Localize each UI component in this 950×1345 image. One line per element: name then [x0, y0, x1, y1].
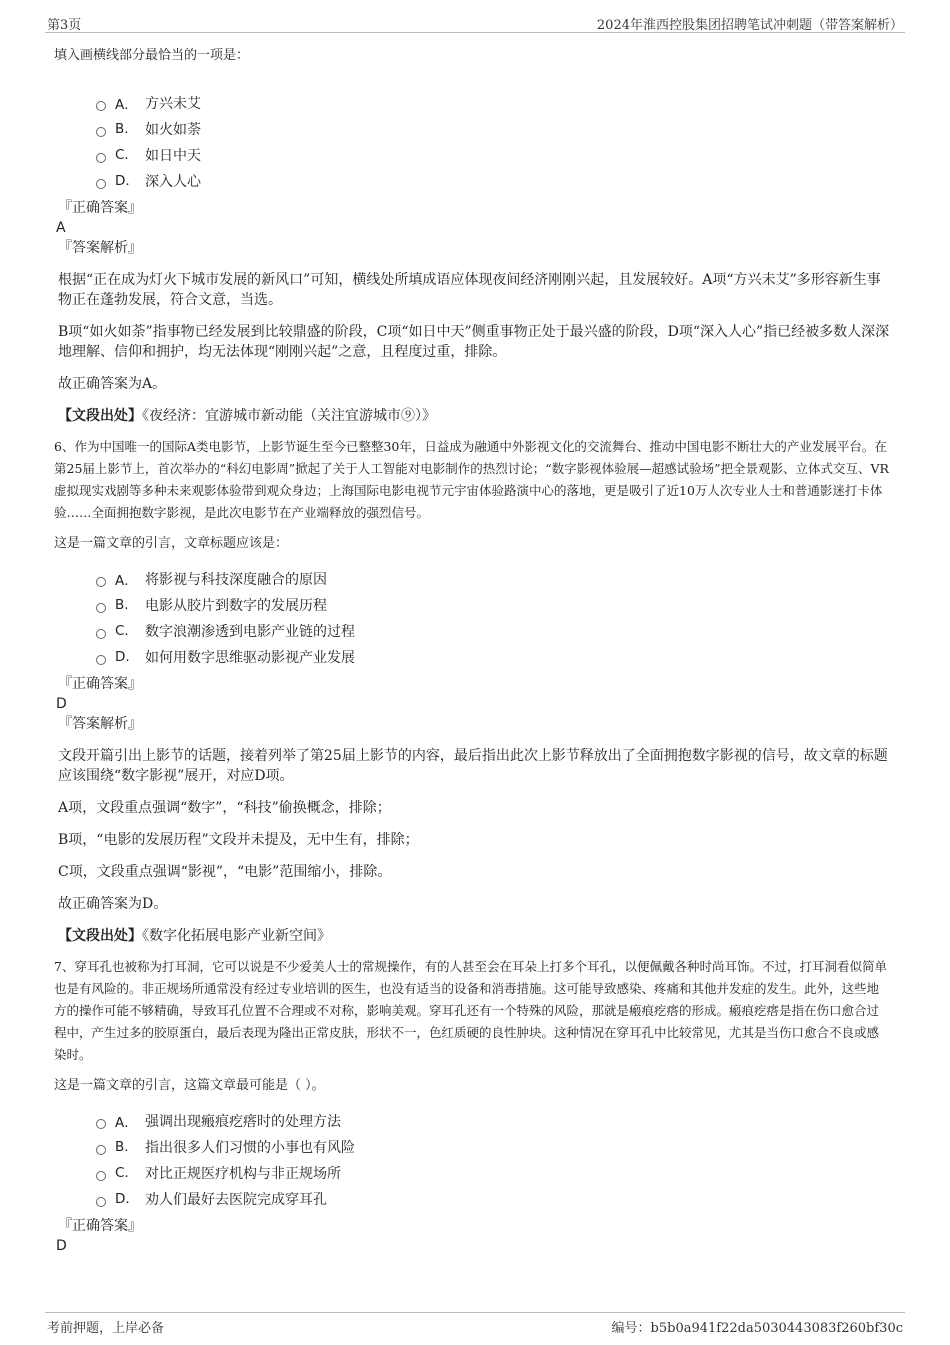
source-line — [54, 926, 894, 946]
option-text: 将影视与科技深度融合的原因 — [145, 572, 327, 588]
option-text: 深入人心 — [145, 174, 201, 190]
source-label: 【文段出处】 — [58, 408, 142, 424]
option-a[interactable] — [96, 90, 894, 116]
question-prompt: 这是一篇文章的引言，这篇文章最可能是（ ）。 — [54, 1078, 325, 1093]
option-c[interactable] — [96, 618, 894, 644]
page-number: 第3页 — [47, 18, 82, 33]
option-c[interactable] — [96, 142, 894, 168]
option-text: 如何用数字思维驱动影视产业发展 — [145, 650, 355, 666]
option-text: 劝人们最好去医院完成穿耳孔 — [145, 1192, 327, 1208]
option-letter: B. — [115, 1139, 129, 1155]
analysis-paragraph: 故正确答案为D。 — [58, 896, 168, 912]
option-letter: C. — [115, 147, 129, 163]
option-letter: D. — [115, 1191, 130, 1207]
option-text: 数字浪潮渗透到电影产业链的过程 — [145, 624, 355, 640]
answer-label: 『正确答案』 — [58, 200, 142, 216]
document-id: 编号：b5b0a941f22da5030443083f260bf30c — [611, 1321, 903, 1336]
answer-label: 『正确答案』 — [58, 676, 142, 692]
option-letter: D. — [115, 173, 130, 189]
page-header — [45, 10, 905, 33]
option-letter: C. — [115, 623, 129, 639]
question-prompt: 填入画横线部分最恰当的一项是： — [54, 48, 250, 63]
option-text: 对比正规医疗机构与非正规场所 — [145, 1166, 341, 1182]
analysis-label: 『答案解析』 — [58, 240, 142, 256]
option-b[interactable] — [96, 116, 894, 142]
radio-icon[interactable] — [96, 1119, 106, 1129]
analysis-paragraph: B项，“电影的发展历程”文段并未提及，无中生有，排除； — [58, 832, 419, 848]
option-c[interactable] — [96, 1160, 894, 1186]
question-prompt: 这是一篇文章的引言，文章标题应该是： — [54, 536, 289, 551]
option-letter: D. — [115, 649, 130, 665]
answer-value: D — [56, 696, 67, 712]
radio-icon[interactable] — [96, 179, 106, 189]
option-text: 如日中天 — [145, 148, 201, 164]
radio-icon[interactable] — [96, 127, 106, 137]
analysis-paragraph: A项，文段重点强调“数字”，“科技”偷换概念，排除； — [58, 800, 391, 816]
option-text: 电影从胶片到数字的发展历程 — [145, 598, 327, 614]
option-text: 方兴未艾 — [145, 96, 201, 112]
radio-icon[interactable] — [96, 629, 106, 639]
question-7 — [54, 956, 894, 1256]
footer-slogan: 考前押题，上岸必备 — [47, 1321, 165, 1336]
document-title: 2024年淮西控股集团招聘笔试冲刺题（带答案解析） — [596, 18, 903, 33]
analysis-paragraph: C项，文段重点强调“影视”，“电影”范围缩小，排除。 — [58, 864, 392, 880]
radio-icon[interactable] — [96, 655, 106, 665]
analysis-paragraph: 文段开篇引出上影节的话题，接着列举了第25届上影节的内容，最后指出此次上影节释放出了全面拥抱数字影视的信号，故文章的标题应该围绕“数字影视”展开，对应D项。 — [58, 748, 888, 784]
option-b[interactable] — [96, 592, 894, 618]
page-footer — [45, 1312, 905, 1337]
page-content — [54, 44, 894, 1256]
source-title: 《数字化拓展电影产业新空间》 — [142, 928, 331, 944]
answer-value: D — [56, 1238, 67, 1254]
radio-icon[interactable] — [96, 1145, 106, 1155]
source-title: 《夜经济：宜游城市新动能（关注宜游城市⑨）》 — [142, 408, 436, 424]
source-line — [54, 406, 894, 426]
question-5 — [54, 46, 894, 426]
analysis-label: 『答案解析』 — [58, 716, 142, 732]
answer-value: A — [56, 220, 66, 236]
options-list — [54, 566, 894, 670]
option-d[interactable] — [96, 644, 894, 670]
option-letter: B. — [115, 597, 129, 613]
option-a[interactable] — [96, 1108, 894, 1134]
source-label: 【文段出处】 — [58, 928, 142, 944]
option-text: 如火如荼 — [145, 122, 201, 138]
analysis-paragraph: 故正确答案为A。 — [58, 376, 167, 392]
radio-icon[interactable] — [96, 101, 106, 111]
option-letter: A． — [115, 573, 138, 589]
option-a[interactable] — [96, 566, 894, 592]
question-text: 7、穿耳孔也被称为打耳洞，它可以说是不少爱美人士的常规操作，有的人甚至会在耳朵上打多个耳孔，以便佩戴各种时尚耳饰。不过，打耳洞看似简单也是有风险的。非正规场所通常没有经过专业培训的医生，也没有适当的设备和消毒措施。这可能导致感染、疼痛和其他并发症的发生。此外，这些地方的操作可能不够精确，导致耳孔位置不合理或不对称，影响美观。穿耳孔还有一个特殊的风险，那就是瘢痕疙瘩的形成。瘢痕疙瘩是指在伤口愈合过程中，产生过多的胶原蛋白，最后表现为隆出正常皮肤，形状不一，色红质硬的良性肿块。这种情况在穿耳孔中比较常见，尤其是当伤口愈合不良或感染时。 — [54, 959, 887, 1062]
option-letter: A． — [115, 97, 138, 113]
option-b[interactable] — [96, 1134, 894, 1160]
option-letter: B. — [115, 121, 129, 137]
option-d[interactable] — [96, 168, 894, 194]
radio-icon[interactable] — [96, 1171, 106, 1181]
option-text: 指出很多人们习惯的小事也有风险 — [145, 1140, 355, 1156]
analysis-paragraph: B项“如火如荼”指事物已经发展到比较鼎盛的阶段，C项“如日中天”侧重事物正处于最兴盛的阶段，D项“深入人心”指已经被多数人深深地理解、信仰和拥护，均无法体现“刚刚兴起”之意，且程度过重，排除。 — [58, 324, 890, 360]
analysis-paragraph: 根据“正在成为灯火下城市发展的新风口”可知，横线处所填成语应体现夜间经济刚刚兴起，且发展较好。A项“方兴未艾”多形容新生事物正在蓬勃发展，符合文意，当选。 — [58, 272, 881, 308]
option-letter: C. — [115, 1165, 129, 1181]
option-text: 强调出现瘢痕疙瘩时的处理方法 — [145, 1114, 341, 1130]
question-text: 6、作为中国唯一的国际A类电影节，上影节诞生至今已整整30年，日益成为融通中外影视文化的交流舞台、推动中国电影不断壮大的产业发展平台。在第25届上影节上，首次举办的“科幻电影周”掀起了关于人工智能对电影制作的热烈讨论；“数字影视体验展—超感试验场”把全景观影、立体式交互、VR虚拟现实戏剧等多种未来观影体验带到观众身边；上海国际电影电视节元宇宙体验路演中心的落地，更是吸引了近10万人次专业人士和普通影迷打卡体验……全面拥抱数字影视，是此次电影节在产业端释放的强烈信号。 — [54, 439, 889, 520]
option-letter: A． — [115, 1115, 138, 1131]
radio-icon[interactable] — [96, 603, 106, 613]
radio-icon[interactable] — [96, 1197, 106, 1207]
radio-icon[interactable] — [96, 153, 106, 163]
radio-icon[interactable] — [96, 577, 106, 587]
options-list — [54, 90, 894, 194]
option-d[interactable] — [96, 1186, 894, 1212]
question-6 — [54, 436, 894, 946]
answer-label: 『正确答案』 — [58, 1218, 142, 1234]
options-list — [54, 1108, 894, 1212]
